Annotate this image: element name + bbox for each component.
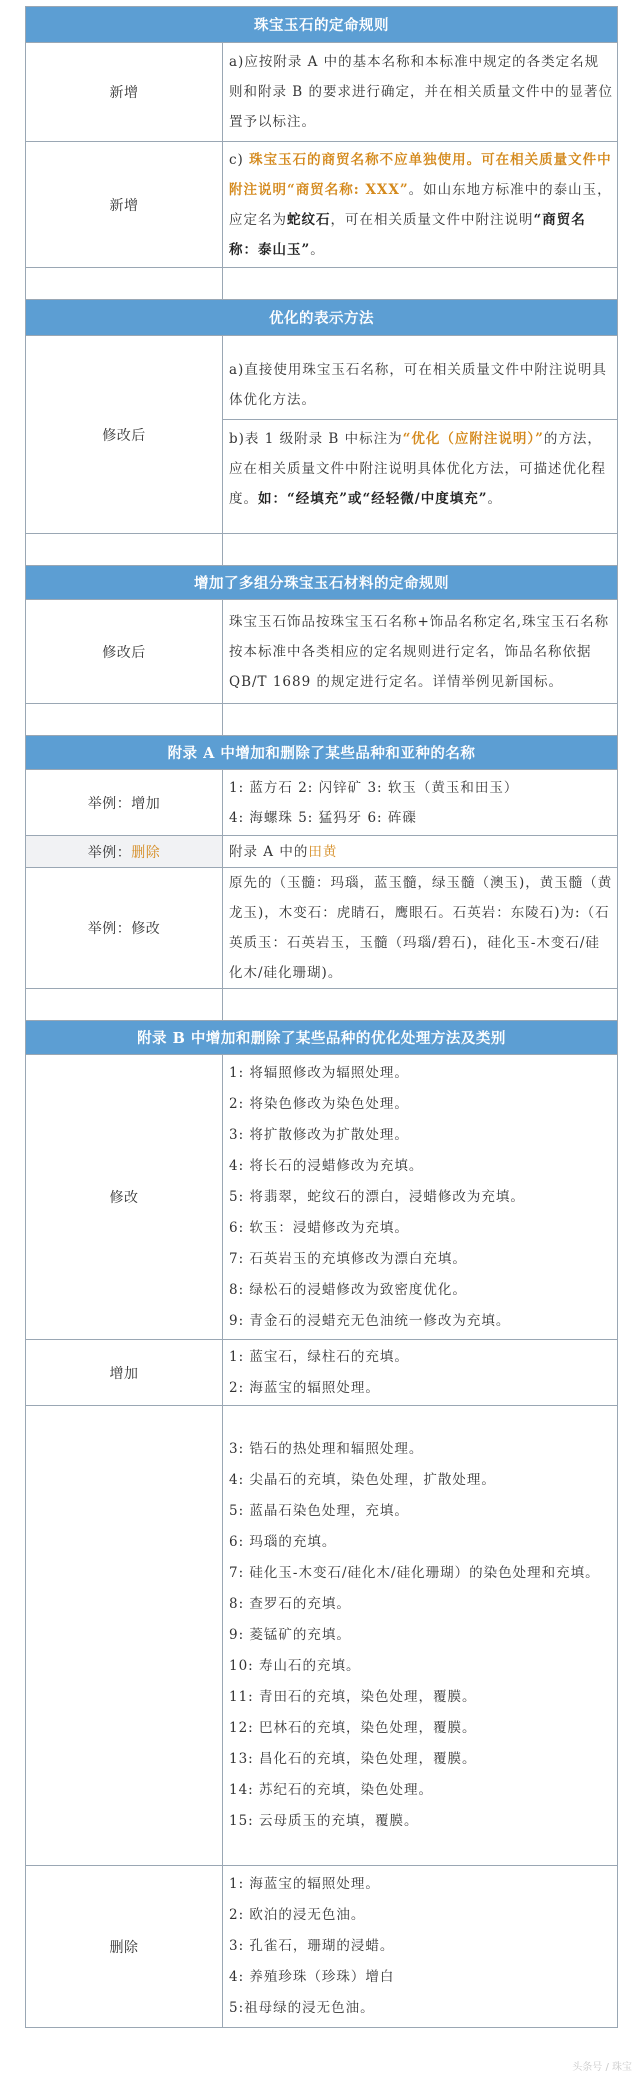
- list-item: 3: 孔雀石，珊瑚的浸蜡。: [229, 1938, 395, 1954]
- row-content: 珠宝玉石饰品按珠宝玉石名称+饰品名称定名,珠宝玉石名称按本标准中各类相应的定名规则进行定名，饰品名称依据 QB/T 1689 的规定进行定名。详情举例见新国标。: [223, 600, 618, 704]
- row-content: a)应按附录 A 中的基本名称和本标准中规定的各类定名规则和附录 B 的要求进行确定，并在相关质量文件中的显著位置予以标注。: [223, 43, 618, 142]
- list-item: 15: 云母质玉的充填，覆膜。: [229, 1813, 419, 1829]
- list-item: 4: 尖晶石的充填，染色处理，扩散处理。: [229, 1472, 496, 1488]
- delete-list: [223, 1866, 618, 2028]
- list-item: 9: 青金石的浸蜡充无色油统一修改为充填。: [229, 1312, 511, 1329]
- row-label: 修改后: [26, 600, 223, 704]
- list-item: 10: 寿山石的充填。: [229, 1658, 361, 1674]
- empty-cell: [26, 268, 223, 300]
- standards-table: [25, 6, 618, 2028]
- add-list: [223, 1340, 618, 1406]
- empty-cell: [223, 534, 618, 566]
- empty-cell: [26, 534, 223, 566]
- list-item: 1: 蓝宝石，绿柱石的充填。: [229, 1348, 409, 1365]
- list-item: 14: 苏纪石的充填，染色处理。: [229, 1782, 434, 1798]
- empty-cell: [223, 268, 618, 300]
- row-label: 举例：删除: [26, 836, 223, 868]
- list-item: 3: 将扩散修改为扩散处理。: [229, 1126, 409, 1143]
- highlight-text: 珠宝玉石的商贸名称不应单独使用。可在相关质量文件中附注说明“商贸名称: XXX”: [229, 151, 612, 198]
- list-item: 7: 石英岩玉的充填修改为漂白充填。: [229, 1250, 467, 1267]
- list-item: 4: 将长石的浸蜡修改为充填。: [229, 1157, 424, 1174]
- row-label: 修改: [26, 1055, 223, 1340]
- section-header-multicomponent: 增加了多组分珠宝玉石材料的定命规则: [26, 566, 618, 600]
- list-item: 2: 欧泊的浸无色油。: [229, 1907, 366, 1923]
- empty-cell: [26, 704, 223, 736]
- row-content: c) 珠宝玉石的商贸名称不应单独使用。可在相关质量文件中附注说明“商贸名称: XXX”。如山东地方标准中的泰山玉，应定名为蛇纹石，可在相关质量文件中附注说明“商贸名称：泰山玉”。: [223, 142, 618, 268]
- list-item: 6: 软玉：浸蜡修改为充填。: [229, 1219, 409, 1236]
- list-item: 8: 查罗石的充填。: [229, 1596, 351, 1612]
- row-content: 原先的（玉髓：玛瑙，蓝玉髓，绿玉髓（澳玉)，黄玉髓（黄龙玉)，木变石：虎睛石，鹰眼石。石英岩：东陵石)为:（石英质玉：石英岩玉，玉髓（玛瑙/碧石)，硅化玉-木变石/硅化木/硅化珊瑚)。: [223, 868, 618, 989]
- list-item: 1: 将辐照修改为辐照处理。: [229, 1064, 409, 1081]
- document-page: [25, 6, 617, 2028]
- row-label: 举例：修改: [26, 868, 223, 989]
- empty-cell: [26, 989, 223, 1021]
- list-item: 2: 海蓝宝的辐照处理。: [229, 1379, 380, 1396]
- list-item: 13: 昌化石的充填，染色处理，覆膜。: [229, 1751, 477, 1767]
- row-label: 新增: [26, 142, 223, 268]
- bold-text: “商贸名称：泰山玉”: [229, 211, 586, 258]
- watermark: 头条号 / 珠宝: [572, 2062, 632, 2073]
- list-item: 4: 养殖珍珠（珍珠）增白: [229, 1969, 395, 1985]
- list-item: 1: 海蓝宝的辐照处理。: [229, 1876, 380, 1892]
- list-item: 12: 巴林石的充填，染色处理，覆膜。: [229, 1720, 477, 1736]
- row-label: 修改后: [26, 336, 223, 534]
- row-content: 1: 蓝方石 2: 闪锌矿 3: 软玉（黄玉和田玉） 4: 海螺珠 5: 猛犸牙 6: 砗磲: [223, 770, 618, 836]
- row-label: 增加: [26, 1340, 223, 1406]
- empty-cell: [26, 1406, 223, 1866]
- list-item: 5: 蓝晶石染色处理，充填。: [229, 1503, 409, 1519]
- list-item: 8: 绿松石的浸蜡修改为致密度优化。: [229, 1281, 467, 1298]
- row-content: a)直接使用珠宝玉石名称，可在相关质量文件中附注说明具体优化方法。 b)表 1 级附录 B 中标注为“优化（应附注说明）”的方法，应在相关质量文件中附注说明具体优化方法，可描述优化程度。如：“经填充”或“经轻微/中度填充”。: [223, 336, 618, 534]
- list-item: 6: 玛瑙的充填。: [229, 1534, 337, 1550]
- row-label: 举例：增加: [26, 770, 223, 836]
- list-item: 9: 菱锰矿的充填。: [229, 1627, 351, 1643]
- row-label: 新增: [26, 43, 223, 142]
- bold-text: 蛇纹石: [287, 211, 331, 228]
- empty-cell: [223, 989, 618, 1021]
- list-item: 7: 硅化玉-木变石/硅化木/硅化珊瑚）的染色处理和充填。: [229, 1565, 600, 1581]
- section-header-optimization: 优化的表示方法: [26, 300, 618, 336]
- row-content: 附录 A 中的田黄: [223, 836, 618, 868]
- section-header-naming-rules: 珠宝玉石的定命规则: [26, 7, 618, 43]
- highlight-text: “优化（应附注说明）”: [402, 431, 544, 447]
- section-header-appendix-a: 附录 A 中增加和删除了某些品种和亚种的名称: [26, 736, 618, 770]
- modify-list: [223, 1055, 618, 1340]
- list-item: 2: 将染色修改为染色处理。: [229, 1095, 409, 1112]
- list-item: 5:祖母绿的浸无色油。: [229, 2000, 375, 2016]
- list-item: 11: 青田石的充填，染色处理，覆膜。: [229, 1689, 477, 1705]
- row-label: 删除: [26, 1866, 223, 2028]
- list-item: 3: 锆石的热处理和辐照处理。: [229, 1441, 424, 1457]
- section-header-appendix-b: 附录 B 中增加和删除了某些品种的优化处理方法及类别: [26, 1021, 618, 1055]
- add-list-continued: [223, 1406, 618, 1866]
- empty-cell: [223, 704, 618, 736]
- bold-text: 如：“经填充”或“经轻微/中度填充”: [258, 491, 488, 507]
- list-item: 5: 将翡翠，蛇纹石的漂白，浸蜡修改为充填。: [229, 1188, 525, 1205]
